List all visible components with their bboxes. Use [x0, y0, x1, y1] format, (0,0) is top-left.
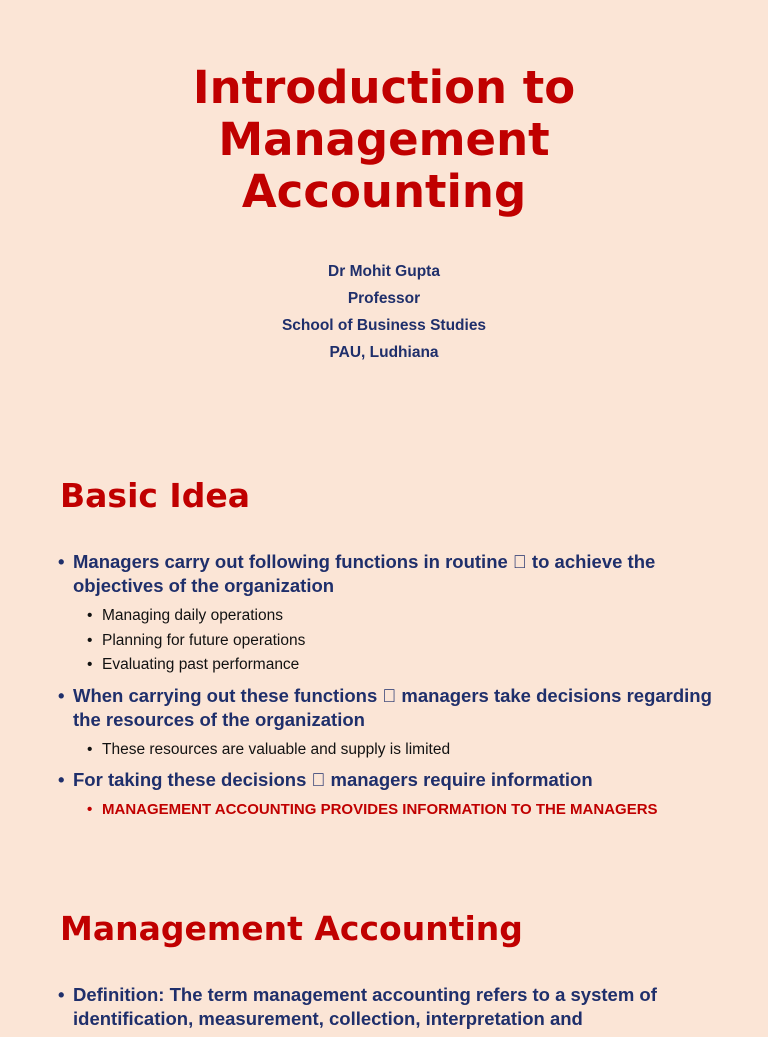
bullet-item [58, 768, 738, 792]
sub-bullet-item: • Planning for future operations [87, 629, 738, 654]
basic-idea-bullets [58, 550, 738, 829]
title-line: Management [218, 113, 550, 166]
bullet-item [58, 550, 738, 598]
key-statement: • MANAGEMENT ACCOUNTING PROVIDES INFORMATION TO THE MANAGERS [87, 798, 738, 823]
author-department: School of Business Studies [281, 317, 487, 334]
sub-bullet-list [58, 604, 738, 678]
author-name: Dr Mohit Gupta [328, 263, 440, 280]
bullet-text: For taking these decisions managers require information [73, 769, 574, 790]
management-accounting-bullets [58, 983, 738, 1037]
basic-idea-heading: Basic Idea [60, 476, 250, 515]
management-accounting-heading: Management Accounting [60, 909, 523, 948]
bullet-text: Managers carry out following functions in routine to achieve the objectives of the organization [73, 551, 732, 596]
presentation-title [0, 62, 768, 218]
bullet-text: Definition: The term management accounting refers to a system of identification, measurement, collection, interpretation and [73, 984, 657, 1029]
author-block [0, 258, 768, 366]
author-position: Professor [347, 290, 421, 307]
bullet-text: When carrying out these functions managers take decisions regarding the resources of the organization [73, 684, 726, 730]
sub-bullet-item: • Managing daily operations [87, 604, 738, 629]
sub-bullet-wrapper [58, 604, 738, 678]
sub-bullet-item: • Evaluating past performance [87, 653, 738, 678]
sub-bullet-wrapper [58, 798, 738, 823]
title-line: Introduction to [192, 61, 576, 114]
bullet-item [58, 684, 738, 732]
title-line: Accounting [241, 165, 527, 218]
author-institution: PAU, Ludhiana [329, 344, 439, 361]
sub-bullet-item: • These resources are valuable and supply is limited [87, 738, 738, 763]
sub-bullet-list [58, 738, 738, 763]
sub-bullet-wrapper [58, 738, 738, 763]
sub-bullet-list [58, 798, 738, 823]
